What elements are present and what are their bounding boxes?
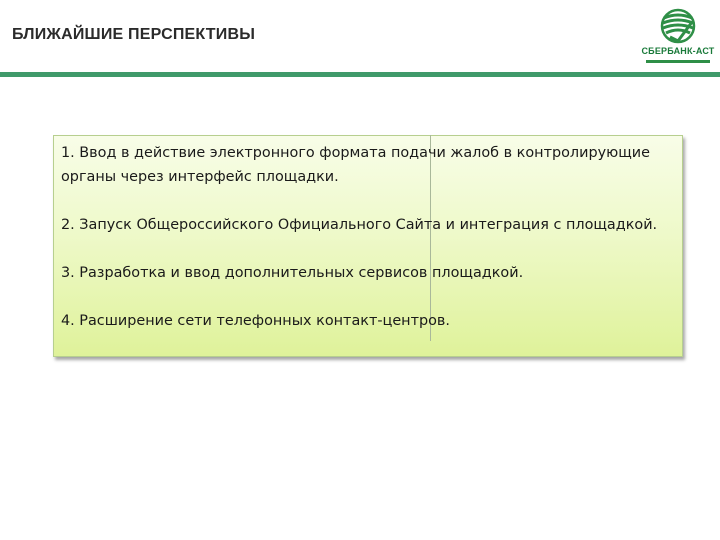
slide-title: БЛИЖАЙШИЕ ПЕРСПЕКТИВЫ bbox=[12, 26, 256, 43]
list-item: 1. Ввод в действие электронного формата подачи жалоб в контролирующие органы через интерфейс площадки. bbox=[61, 145, 650, 185]
logo-underline bbox=[646, 60, 710, 63]
company-logo bbox=[640, 6, 716, 68]
list-item: 3. Разработка и ввод дополнительных сервисов площадкой. bbox=[61, 265, 524, 281]
header-divider bbox=[0, 72, 720, 77]
perspectives-list bbox=[61, 141, 676, 357]
list-item: 2. Запуск Общероссийского Официального Сайта и интеграция с площадкой. bbox=[61, 217, 658, 233]
list-item: 4. Расширение сети телефонных контакт-центров. bbox=[61, 313, 450, 329]
sberbank-leaf-logo-icon bbox=[640, 6, 716, 46]
logo-text: СБЕРБАНК-АСТ bbox=[641, 46, 715, 56]
